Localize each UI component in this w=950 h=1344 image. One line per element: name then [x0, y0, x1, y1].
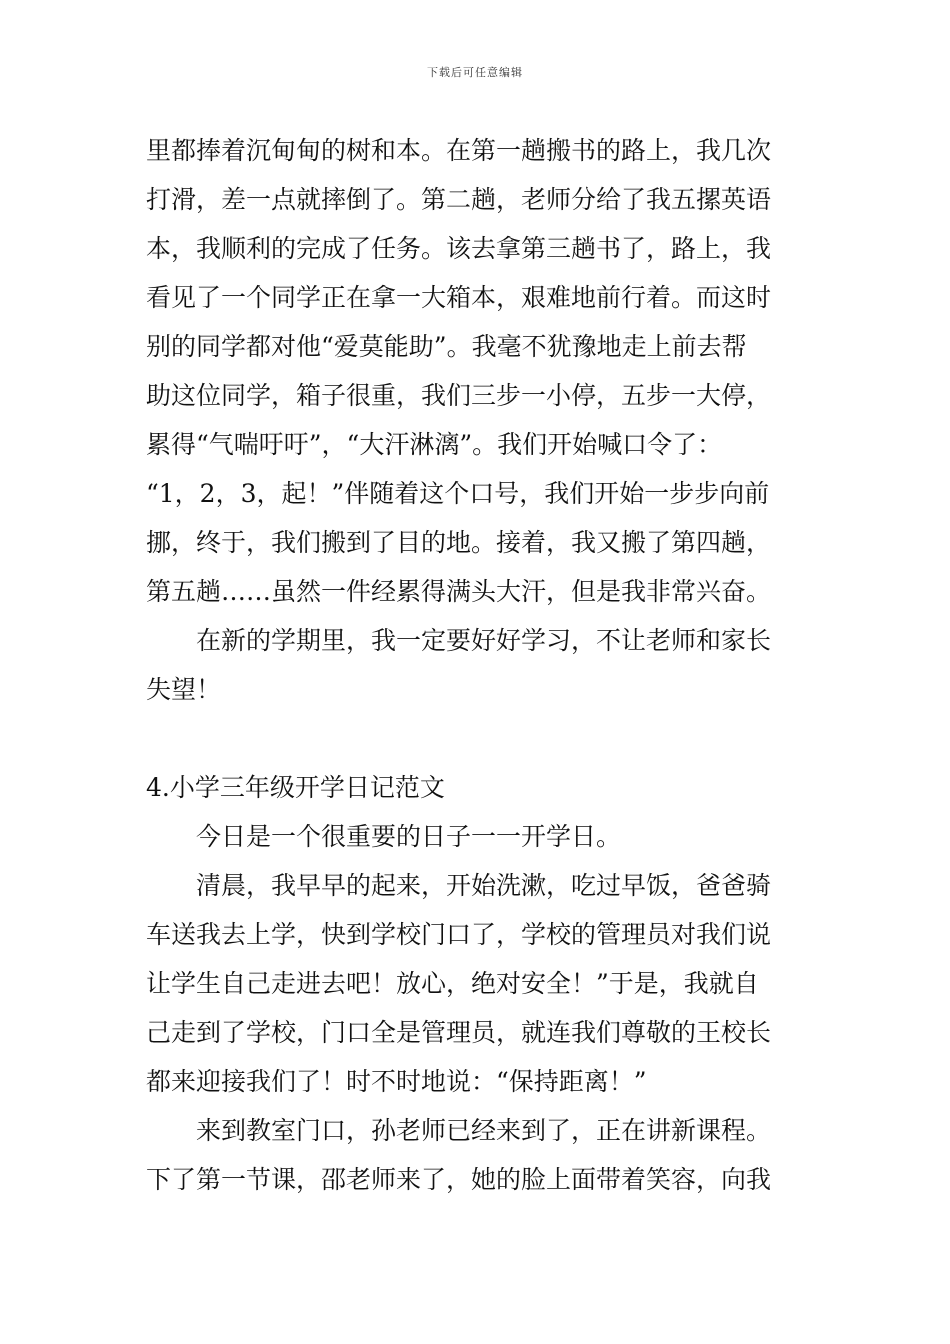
page-header: 下载后可任意编辑 [427, 66, 523, 79]
text-line: 清晨，我早早的起来，开始洗漱，吃过早饭，爸爸骑 [196, 871, 772, 900]
text-line: 己走到了学校，门口全是管理员，就连我们尊敬的王校长 [146, 1018, 772, 1047]
text-line: 看见了一个同学正在拿一大箱本，艰难地前行着。而这时 [146, 283, 772, 312]
text-line: 车送我去上学，快到学校门口了，学校的管理员对我们说 [146, 920, 772, 949]
text-line: “1，2，3，起！”伴随着这个口号，我们开始一步步向前 [146, 479, 770, 508]
text-line: 打滑，差一点就摔倒了。第二趟，老师分给了我五摞英语 [146, 185, 772, 214]
text-line: 挪，终于，我们搬到了目的地。接着，我又搬了第四趟， [146, 528, 772, 557]
text-line: 让学生自己走进去吧！放心，绝对安全！”于是，我就自 [146, 969, 759, 998]
text-line: 第五趟……虽然一件经累得满头大汗，但是我非常兴奋。 [146, 577, 772, 606]
text-line: 别的同学都对他“爱莫能助”。我毫不犹豫地走上前去帮 [146, 332, 747, 361]
text-line: 里都捧着沉甸甸的树和本。在第一趟搬书的路上，我几次 [146, 136, 772, 165]
section-heading: 4.小学三年级开学日记范文 [146, 773, 445, 802]
text-line: 失望！ [146, 675, 222, 704]
text-line: 在新的学期里，我一定要好好学习，不让老师和家长 [196, 626, 772, 655]
text-line: 助这位同学，箱子很重，我们三步一小停，五步一大停， [146, 381, 772, 410]
text-line: 本，我顺利的完成了任务。该去拿第三趟书了，路上，我 [146, 234, 772, 263]
text-line: 累得“气喘吁吁”，“大汗淋漓”。我们开始喊口令了： [146, 430, 723, 459]
text-line: 来到教室门口，孙老师已经来到了，正在讲新课程。 [196, 1116, 772, 1145]
text-line: 今日是一个很重要的日子一一开学日。 [196, 822, 622, 851]
text-line: 都来迎接我们了！时不时地说：“保持距离！” [146, 1067, 647, 1096]
text-line: 下了第一节课，邵老师来了，她的脸上面带着笑容，向我 [146, 1165, 772, 1194]
